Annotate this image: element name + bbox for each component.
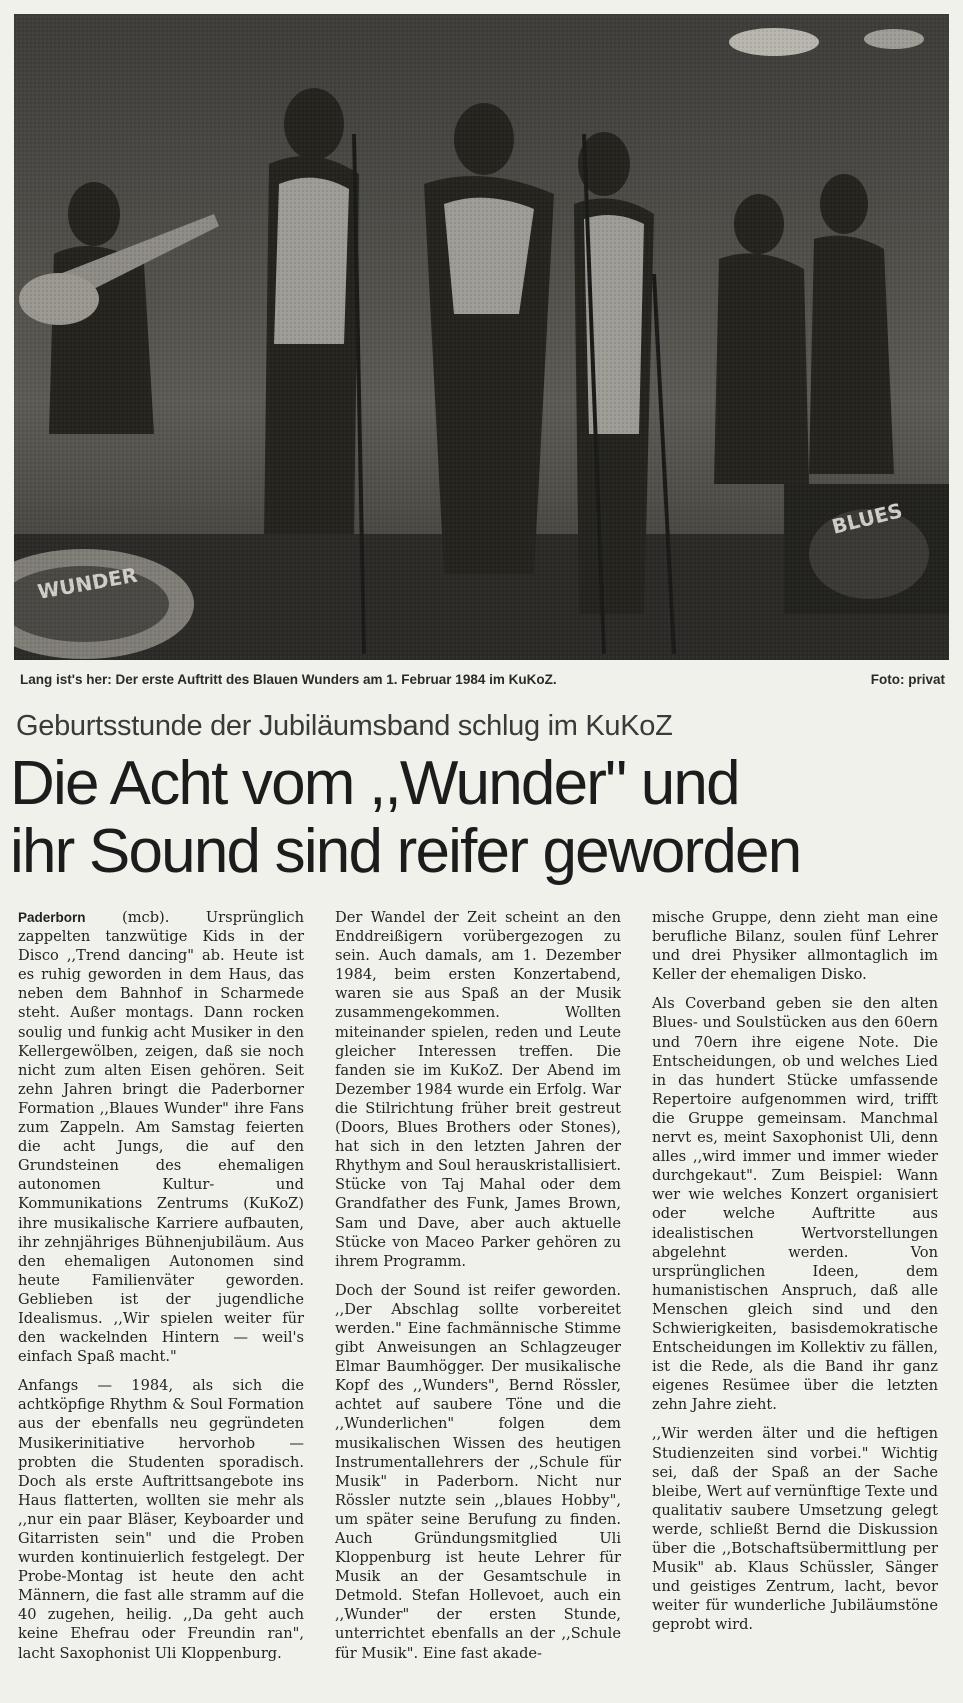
paragraph: Als Coverband geben sie den alten Blues- und Soulstücken aus den 60ern und 70ern ihre eigene Note. Die Entscheidungen, ob und welches Lied in das hundert Stücke umfassende Repertoire aufgenommen wird, trifft die Gruppe gemeinsam. Manchmal nervt es, meint Saxophonist Uli, denn alles ,,wird immer und immer wieder durchgekaut". Zum Beispiel: Wann wer wie welches Konzert organisiert oder welche Auftritte aus idealistischen Wertvorstellungen abgelehnt werden. Von ursprünglichen Ideen, dem humanistischen Anspruch, daß alle Menschen gleich sind und den Schwierigkeiten, basisdemokratische Entscheidungen im Kollektiv zu fällen, ist die Rede, als die Band ihr ganz eigenes Resümee über die letzten zehn Jahre zieht. bbox=[652, 995, 938, 1414]
article-column-3 bbox=[652, 908, 938, 1644]
paragraph: mische Gruppe, denn zieht man eine berufliche Bilanz, soulen fünf Lehrer und drei Physiker allmontaglich im Keller der ehemaligen Disko. bbox=[652, 909, 938, 984]
article-body bbox=[18, 908, 948, 1688]
main-headline bbox=[10, 750, 955, 886]
photo-caption: Lang ist's her: Der erste Auftritt des Blauen Wunders am 1. Februar 1984 im KuKoZ. bbox=[20, 672, 557, 687]
headline-line-2: ihr Sound sind reifer geworden bbox=[10, 817, 801, 886]
headline-line-1: Die Acht vom ,,Wunder" und bbox=[10, 749, 739, 818]
paragraph: Doch der Sound ist reifer geworden. ,,Der Abschlag sollte vorbereitet werden." Eine fachmännische Stimme gibt Anweisungen an Schlagzeuger Elmar Baumhögger. Der musikalische Kopf des ,,Wunders", Bernd Rössler, achtet auf saubere Töne und die ,,Wunderlichen" folgen dem musikalischen Wissen des heutigen Instrumentallehrers der ,,Schule für Musik" in Paderborn. Nicht nur Rössler nutzte sein ,,blaues Hobby", um später seine Berufung zu finden. Auch Gründungsmitglied Uli Kloppenburg ist heute Lehrer für Musik an der Gesamtschule in Detmold. Stefan Hollevoet, auch ein ,,Wunder" der ersten Stunde, unterrichtet ebenfalls an der ,,Schule für Musik". Eine fast akade- bbox=[335, 1281, 621, 1662]
article-column-1 bbox=[18, 908, 304, 1673]
paragraph: Anfangs — 1984, als sich die achtköpfige Rhythm & Soul Formation aus der ebenfalls neu gegründeten Musikerinitiative hervorhob — probten die Studenten sporadisch. Doch als erste Auftrittsangebote ins Haus flatterten, wollten sie mehr als ,,nur ein paar Bläser, Keyboarder und Gitarristen sein" und die Proben wurden kontinuierlich festgelegt. Der Probe-Montag ist heute den acht Männern, die fast alle stramm auf die 40 zugehen, heilig. ,,Da geht auch keine Ehefrau oder Freundin ran", lacht Saxophonist Uli Kloppenburg. bbox=[18, 1377, 304, 1662]
paragraph bbox=[18, 908, 304, 1366]
band-photo-illustration bbox=[14, 14, 949, 660]
paragraph: ,,Wir werden älter und die heftigen Studienzeiten sind vorbei." Wichtig sei, daß der Spaß an der Sache bleibe, Wert auf vernünftige Texte und qualitativ saubere Umsetzung gelegt werde, schließt Bernd die Diskussion über die ,,Botschaftsübermittlung per Musik" ab. Klaus Schüssler, Sänger und geistiges Zentrum, lacht, bevor weiter für wunderliche Jubiläumstöne geprobt wird. bbox=[652, 1425, 938, 1634]
photo-caption-row bbox=[20, 668, 945, 694]
band-photo bbox=[14, 14, 949, 660]
photo-credit: Foto: privat bbox=[870, 672, 945, 687]
kicker-headline: Geburtsstunde der Jubiläumsband schlug im KuKoZ bbox=[16, 710, 673, 742]
dateline: Paderborn bbox=[18, 910, 86, 925]
article-column-2 bbox=[335, 908, 621, 1673]
paragraph: Der Wandel der Zeit scheint an den Enddreißigern vorübergezogen zu sein. Auch damals, am 1. Dezember 1984, beim ersten Konzertabend, waren sie aus Spaß an der Musik zusammengekommen. Wollten miteinander spielen, reden und Leute gleicher Interessen treffen. Die fanden sie im KuKoZ. Der Abend im Dezember 1984 wurde ein Erfolg. War die Stilrichtung früher breit gestreut (Doors, Blues Brothers oder Stones), hat sich in den letzten Jahren der Rhythym and Soul herauskristallisiert. Stücke von Taj Mahal oder dem Grandfather des Funk, James Brown, Sam und Dave, aber auch aktuelle Stücke von Maceo Parker gehören zu ihrem Programm. bbox=[335, 909, 621, 1270]
paragraph-text: (mcb). Ursprünglich zappelten tanzwütige Kids in der Disco ,,Trend dancing" ab. Heute ist es ruhig geworden in dem Haus, das neben dem Bahnhof in Scharmede steht. Außer montags. Dann rocken soulig und funkig acht Musiker in den Kellergewölben, zeigen, daß sie noch nicht zum alten Eisen gehören. Seit zehn Jahren bringt die Paderborner Formation ,,Blaues Wunder" ihre Fans zum Zappeln. Am Samstag feierten die acht Jungs, die auf den Grundsteinen des ehemaligen autonomen Kultur- und Kommunikations Zentrums (KuKoZ) ihre musikalische Karriere aufbauten, ihr zehnjähriges Bühnenjubiläum. Aus den ehemaligen Autonomen sind heute Familienväter geworden. Geblieben ist der jugendliche Idealismus. ,,Wir spielen weiter für den wackelnden Hintern — weil's einfach Spaß macht." bbox=[18, 909, 304, 1366]
